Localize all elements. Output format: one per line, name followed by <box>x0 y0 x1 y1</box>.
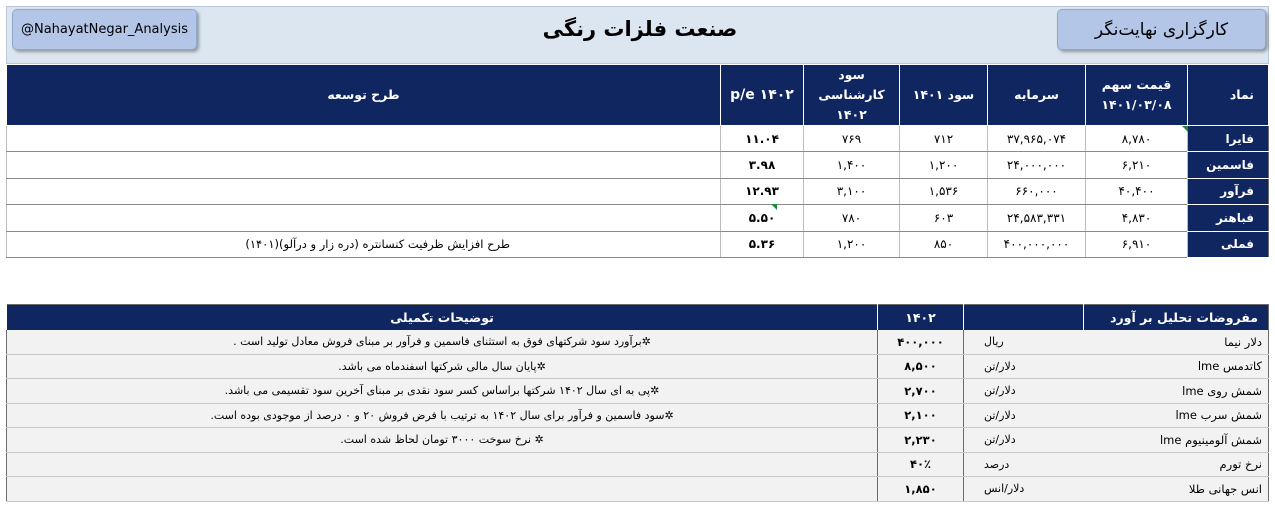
assumption-value: ۲,۷۰۰ <box>878 379 964 404</box>
col-assumption-name: مفروضات تحلیل بر آورد <box>1084 305 1269 330</box>
assumption-unit: دلار/انس <box>964 477 1084 502</box>
assumption-value: ۲,۱۰۰ <box>878 403 964 428</box>
cell-symbol: فباهنر <box>1188 205 1269 231</box>
cell-symbol: فملی <box>1188 231 1269 257</box>
brokerage-badge <box>1057 9 1266 50</box>
assumption-value: ۱,۸۵۰ <box>878 477 964 502</box>
cell-capital: ۲۴,۵۸۳,۳۳۱ <box>988 205 1086 231</box>
col-assumption-year: ۱۴۰۲ <box>878 305 964 330</box>
assumption-name: دلار نیما <box>1084 330 1269 355</box>
note-text: پی به ای سال ۱۴۰۲ شرکتها براساس کسر سود نقدی بر مبنای آخرین سود تقسیمی می باشد. <box>224 384 651 398</box>
assumption-name: کاتدمس lme <box>1084 354 1269 379</box>
comment-marker-icon <box>771 204 777 210</box>
col-profit-1401: سود ۱۴۰۱ <box>900 65 988 126</box>
cell-price: ۶,۲۱۰ <box>1086 152 1188 178</box>
cell-plan: طرح افزایش ظرفیت کنسانتره (دره زار و درآلو)(۱۴۰۱) <box>7 231 721 257</box>
brokerage-text: کارگزاری نهایت‌نگر <box>1094 19 1229 40</box>
table-row <box>7 379 1269 404</box>
col-symbol: نماد <box>1188 65 1269 126</box>
assumption-value: ۴۰٪ <box>878 452 964 477</box>
col-expert-profit <box>804 65 900 126</box>
assumptions-header-row <box>7 305 1269 330</box>
cell-price: ۶,۹۱۰ <box>1086 231 1188 257</box>
cell-pe: ۵.۳۶ <box>721 231 804 257</box>
assumption-unit: دلار/تن <box>964 428 1084 453</box>
cell-plan <box>7 205 721 231</box>
assumption-unit: دلار/تن <box>964 354 1084 379</box>
assumption-name: شمش سرب lme <box>1084 403 1269 428</box>
cell-profit-1401: ۱,۵۳۶ <box>900 178 988 204</box>
table-row <box>7 428 1269 453</box>
comment-marker-icon <box>1182 126 1188 132</box>
companies-table <box>6 64 1269 258</box>
assumption-note <box>7 428 878 453</box>
cell-expert-profit: ۱,۴۰۰ <box>804 152 900 178</box>
cell-profit-1401: ۷۱۲ <box>900 126 988 152</box>
assumption-name: شمش روی lme <box>1084 379 1269 404</box>
table-row <box>7 354 1269 379</box>
table-row <box>7 403 1269 428</box>
table-row <box>7 152 1269 178</box>
assumption-unit: دلار/تن <box>964 403 1084 428</box>
cell-expert-profit: ۱,۲۰۰ <box>804 231 900 257</box>
assumption-name: شمش آلومینیوم lme <box>1084 428 1269 453</box>
assumption-value: ۲,۲۳۰ <box>878 428 964 453</box>
cell-profit-1401: ۶۰۳ <box>900 205 988 231</box>
assumption-note <box>7 354 878 379</box>
cell-symbol: فرآور <box>1188 178 1269 204</box>
assumptions-table <box>6 304 1269 502</box>
cell-profit-1401: ۱,۲۰۰ <box>900 152 988 178</box>
col-capital: سرمایه <box>988 65 1086 126</box>
assumption-note <box>7 477 878 502</box>
assumption-name: انس جهانی طلا <box>1084 477 1269 502</box>
note-bullet-icon: ✲ <box>650 384 660 398</box>
cell-price: ۴,۸۳۰ <box>1086 205 1188 231</box>
note-text: سود فاسمین و فرآور برای سال ۱۴۰۲ به ترتیب با فرض فروش ۲۰ و ۰ درصد از موجودی بوده است. <box>210 408 665 422</box>
assumption-note <box>7 452 878 477</box>
table-row <box>7 477 1269 502</box>
col-notes: توضیحات تکمیلی <box>7 305 878 330</box>
note-bullet-icon: ✲ <box>664 408 674 422</box>
cell-pe: ۱۲.۹۳ <box>721 178 804 204</box>
cell-pe: ۵.۵۰ <box>721 205 804 231</box>
table-row <box>7 178 1269 204</box>
cell-profit-1401: ۸۵۰ <box>900 231 988 257</box>
cell-capital: ۲۴,۰۰۰,۰۰۰ <box>988 152 1086 178</box>
col-price <box>1086 65 1188 126</box>
col-pe: p/e ۱۴۰۲ <box>721 65 804 126</box>
page-title: صنعت فلزات رنگی <box>542 17 738 41</box>
assumption-note <box>7 403 878 428</box>
note-bullet-icon: ✲ <box>536 359 546 373</box>
table-row <box>7 330 1269 355</box>
cell-expert-profit: ۷۸۰ <box>804 205 900 231</box>
col-assumption-unit <box>964 305 1084 330</box>
col-expert-profit-label: سود کارشناسی ۱۴۰۲ <box>818 67 885 122</box>
cell-plan <box>7 152 721 178</box>
assumption-note <box>7 379 878 404</box>
companies-header-row <box>7 65 1269 126</box>
cell-price: ۸,۷۸۰ <box>1086 126 1188 152</box>
note-text: پایان سال مالی شرکتها اسفندماه می باشد. <box>338 359 537 373</box>
col-price-label: قیمت سهم ۱۴۰۱/۰۳/۰۸ <box>1101 77 1172 112</box>
cell-expert-profit: ۳,۱۰۰ <box>804 178 900 204</box>
assumption-value: ۴۰۰,۰۰۰ <box>878 330 964 355</box>
table-row <box>7 126 1269 152</box>
assumption-value: ۸,۵۰۰ <box>878 354 964 379</box>
cell-symbol: فایرا <box>1188 126 1269 152</box>
cell-plan <box>7 178 721 204</box>
table-row <box>7 205 1269 231</box>
cell-capital: ۴۰۰,۰۰۰,۰۰۰ <box>988 231 1086 257</box>
cell-expert-profit: ۷۶۹ <box>804 126 900 152</box>
handle-text: @NahayatNegar_Analysis <box>20 22 188 37</box>
cell-symbol: فاسمین <box>1188 152 1269 178</box>
assumption-name: نرخ تورم <box>1084 452 1269 477</box>
col-plan: طرح توسعه <box>7 65 721 126</box>
note-text: نرخ سوخت ۳۰۰۰ تومان لحاظ شده است. <box>340 433 531 447</box>
note-bullet-icon: ✲ <box>531 433 544 447</box>
table-row <box>7 231 1269 257</box>
note-text: برآورد سود شرکتهای فوق به استثنای فاسمین و فرآور بر مبنای فروش معادل تولید است . <box>233 335 642 348</box>
cell-capital: ۶۶۰,۰۰۰ <box>988 178 1086 204</box>
assumption-unit: دلار/تن <box>964 379 1084 404</box>
assumption-unit: ریال <box>964 330 1084 355</box>
cell-pe: ۱۱.۰۴ <box>721 126 804 152</box>
assumption-note <box>7 330 878 355</box>
cell-capital: ۳۷,۹۶۵,۰۷۴ <box>988 126 1086 152</box>
assumption-unit: درصد <box>964 452 1084 477</box>
cell-pe: ۳.۹۸ <box>721 152 804 178</box>
cell-plan <box>7 126 721 152</box>
handle-badge <box>12 9 197 50</box>
note-bullet-icon: ✲ <box>641 335 651 348</box>
cell-price: ۴۰,۴۰۰ <box>1086 178 1188 204</box>
table-row <box>7 452 1269 477</box>
